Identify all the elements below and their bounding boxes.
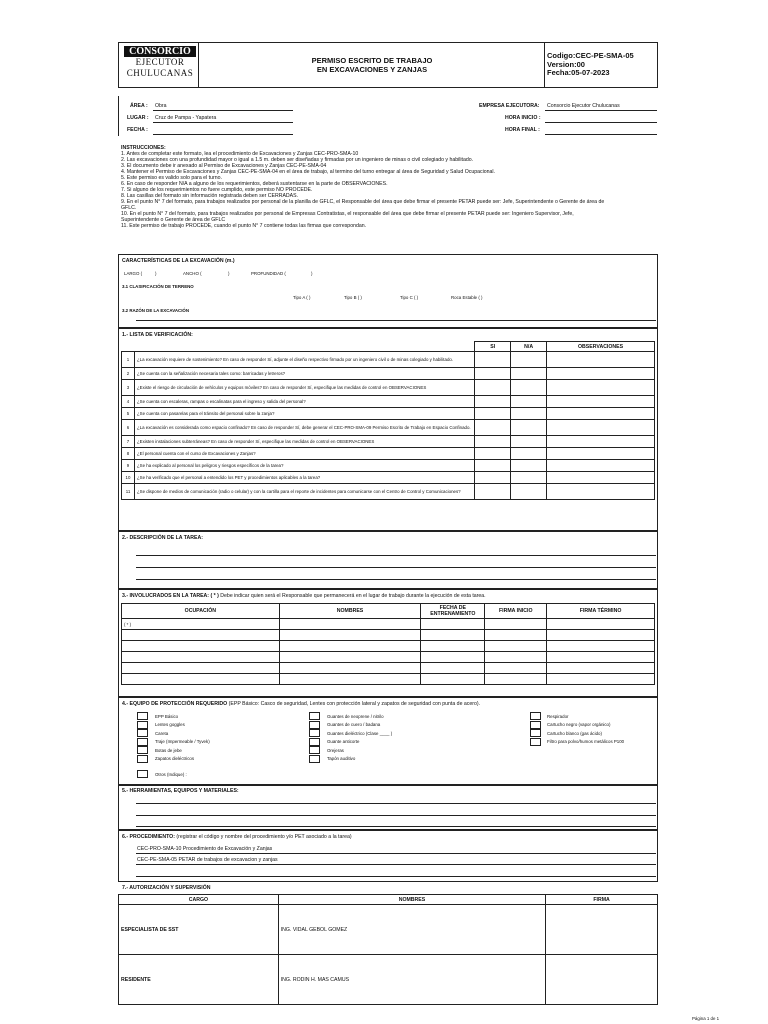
involved-cell[interactable]	[421, 663, 485, 674]
epp-label: Guantes de cuero / badana	[327, 722, 381, 727]
auth-cargo: RESIDENTE	[119, 955, 279, 1005]
checklist-row	[122, 396, 655, 408]
clasificacion-label: 3.1 CLASIFICACIÓN DE TERRENO	[122, 284, 194, 289]
authorization-title: 7.- AUTORIZACIÓN Y SUPERVISIÓN	[122, 885, 211, 891]
profundidad-close: )	[311, 271, 313, 276]
instruction-item: GFLC.	[121, 205, 137, 211]
largo-label: LARGO (	[124, 271, 143, 276]
involved-cell[interactable]	[485, 619, 547, 630]
epp-label: Guante anticorte	[327, 739, 360, 744]
involved-cell[interactable]	[485, 652, 547, 663]
instruction-item: Superintendente o Gerente de área de GFLC	[121, 217, 226, 223]
checklist-question: ¿Se ha explicado al personal los peligros y riesgos específicos de la tarea?	[134, 460, 474, 472]
epp-checkbox[interactable]	[530, 712, 541, 720]
checklist-question: ¿Se ha verificado que el personal a entendido los PET y procedimientos aplicables a la tarea?	[134, 472, 474, 484]
checklist-number: 1	[122, 352, 135, 368]
involved-title: 3.- INVOLUCRADOS EN LA TAREA: ( * ) Debe indicar quien será el Responsable que permanecerá en el lugar de trabajo durante la ejecución de esta tarea.	[122, 593, 486, 599]
col-auth-firma: FIRMA	[546, 895, 658, 905]
epp-checkbox[interactable]	[309, 721, 320, 729]
epp-checkbox[interactable]	[530, 738, 541, 746]
authorization-row	[119, 955, 658, 1005]
checklist-observaciones-cell[interactable]	[547, 396, 655, 408]
checklist-question: ¿Se cuenta con escaleras, rampas o escalinatas para el ingreso y salida del personal?	[134, 396, 474, 408]
epp-checkbox[interactable]	[137, 729, 148, 737]
instruction-item: 4. Mantener el Permiso de Excavaciones y Zanjas CEC-PE-SMA-04 en el área de trabajo, al termino del turno entregar al área de Seguridad y Salud Ocupacional.	[121, 169, 495, 175]
col-si: SI	[475, 342, 511, 352]
involved-cell[interactable]	[421, 652, 485, 663]
epp-label: Traje (Impermeable / Tyvek)	[155, 739, 210, 744]
epp-checkbox[interactable]	[309, 729, 320, 737]
checklist-row	[122, 484, 655, 500]
instruction-item: 2. Las excavaciones con una profundidad mayor o igual a 1.5 m. deben ser diseñadas y firmadas por un ingeniero de minas o civil colegiado y habilitado.	[121, 157, 474, 163]
checklist-number: 8	[122, 448, 135, 460]
checklist-observaciones-cell[interactable]	[547, 448, 655, 460]
epp-label: Guantes de neoprene / nitrilo	[327, 713, 384, 719]
involved-row	[122, 663, 655, 674]
checklist-si-cell[interactable]	[475, 380, 511, 396]
instruction-item: 5. Este permiso es valido solo para el turno.	[121, 175, 222, 181]
checklist-row	[122, 436, 655, 448]
document-code: Codigo:CEC-PE-SMA-05 Version:00 Fecha:05-07-2023	[547, 51, 634, 77]
involved-cell[interactable]	[547, 674, 655, 685]
involved-cell[interactable]	[547, 652, 655, 663]
epp-label: Orejeras	[327, 747, 344, 753]
checklist-observaciones-cell[interactable]	[547, 380, 655, 396]
authorization-row	[119, 905, 658, 955]
epp-title: 4.- EQUIPO DE PROTECCIÓN REQUERIDO (EPP Básico: Casco de seguridad, Lentes con protección lateral y zapatos de seguridad con punta de acero).	[122, 701, 481, 707]
checklist-observaciones-cell[interactable]	[547, 368, 655, 380]
involved-cell[interactable]	[279, 641, 421, 652]
checklist-na-cell[interactable]	[511, 472, 547, 484]
epp-checkbox[interactable]	[137, 746, 148, 754]
checklist-question: ¿Existe el riesgo de circulación de vehículos y equipos móviles? En caso de responder Sí, especifique las medidas de control en OBSERVACIONES	[134, 380, 474, 396]
instruction-item: 6. En caso de responder N/A a alguno de los requerimientos, deberá sustentarse en la parte de OBSERVACIONES.	[121, 181, 388, 187]
epp-label: Tapón auditivo	[327, 756, 356, 761]
checklist-si-cell[interactable]	[475, 472, 511, 484]
involved-cell[interactable]	[122, 663, 280, 674]
involved-cell[interactable]	[485, 674, 547, 685]
checklist-na-cell[interactable]	[511, 448, 547, 460]
tipo-b-option[interactable]: Tipo B ( )	[344, 295, 362, 300]
involved-cell[interactable]	[547, 641, 655, 652]
tipo-a-option[interactable]: Tipo A ( )	[293, 295, 311, 300]
instruction-item: 8. Las casillas del formato sin información registrada deben ser CERRADAS.	[121, 193, 299, 199]
checklist-na-cell[interactable]	[511, 420, 547, 436]
col-firma-inicio: FIRMA INICIO	[485, 604, 547, 619]
tipo-c-option[interactable]: Tipo C ( )	[400, 295, 419, 300]
checklist-observaciones-cell[interactable]	[547, 436, 655, 448]
page-number: Página 1 de 1	[692, 1016, 720, 1021]
excavation-section	[118, 254, 658, 328]
checklist-row	[122, 352, 655, 368]
epp-checkbox[interactable]	[309, 746, 320, 754]
lugar-value: Cruz de Pampa - Yapatera	[155, 115, 217, 121]
involved-cell[interactable]	[485, 663, 547, 674]
col-observaciones: OBSERVACIONES	[547, 342, 655, 352]
involved-row	[122, 619, 655, 630]
procedure-item-1: CEC-PRO-SMA-10 Procedimiento de Excavación y Zanjas	[137, 846, 273, 852]
epp-checkbox[interactable]	[137, 721, 148, 729]
epp-label: Guantes dieléctrico (Clase ____ )	[327, 730, 393, 736]
checklist-row	[122, 420, 655, 436]
involved-cell[interactable]	[279, 663, 421, 674]
checklist-si-cell[interactable]	[475, 352, 511, 368]
checklist-question: ¿La excavación requiere de sostenimiento? En caso de responder Sí, adjunte el diseño respectivo firmado por un ingeniero civil o de minas colegiado y habilitado.	[134, 352, 474, 368]
epp-label: Cartucho negro (vapor orgánico)	[547, 722, 611, 727]
instruction-item: 1. Antes de completar este formato, lea el procedimiento de Excavaciones y Zanjas CEC-PRO-SMA-10	[121, 151, 359, 157]
checklist-na-cell[interactable]	[511, 352, 547, 368]
checklist-number: 9	[122, 460, 135, 472]
checklist-na-cell[interactable]	[511, 380, 547, 396]
involved-cell[interactable]	[485, 641, 547, 652]
ancho-label: ANCHO (	[183, 271, 202, 276]
auth-firma-cell[interactable]	[546, 905, 658, 955]
checklist-si-cell[interactable]	[475, 408, 511, 420]
checklist-table	[121, 341, 655, 500]
checklist-observaciones-cell[interactable]	[547, 460, 655, 472]
document-title: PERMISO ESCRITO DE TRABAJO EN EXCAVACIONES Y ZANJAS	[311, 56, 433, 74]
involved-cell[interactable]	[122, 630, 280, 641]
checklist-question: ¿Se dispone de medios de comunicación (radio o celular) y con la cartilla para el reporte de incidentes para comunicarse con el Centro de Control y Comunicaciones?	[134, 484, 474, 500]
profundidad-label: PROFUNDIDAD (	[251, 271, 286, 276]
involved-row	[122, 641, 655, 652]
checklist-number: 11	[122, 484, 135, 500]
involved-row	[122, 630, 655, 641]
col-ocupacion: OCUPACIÓN	[122, 604, 280, 619]
instruction-item: 10. En el punto N° 7 del formato, para trabajos realizados por personal de Empresas Contratistas, el responsable del área que debe firmar el presente PETAR puede ser: Ingeniero Supervisor, Jefe,	[121, 211, 574, 217]
authorization-table	[118, 894, 658, 1005]
checklist-observaciones-cell[interactable]	[547, 420, 655, 436]
checklist-row	[122, 408, 655, 420]
checklist-number: 6	[122, 420, 135, 436]
epp-checkbox[interactable]	[530, 721, 541, 729]
empresa-label: EMPRESA EJECUTORA:	[479, 103, 540, 109]
checklist-row	[122, 448, 655, 460]
checklist-na-cell[interactable]	[511, 368, 547, 380]
auth-cargo: ESPECIALISTA DE SST	[119, 905, 279, 955]
checklist-number: 7	[122, 436, 135, 448]
tools-title: 5.- HERRAMIENTAS, EQUIPOS Y MATERIALES:	[122, 788, 239, 794]
description-title: 2.- DESCRIPCIÓN DE LA TAREA:	[122, 535, 203, 541]
instruction-item: 7. Si alguno de los requerimientos no fuere cumplido, este permiso NO PROCEDE.	[121, 187, 313, 193]
involved-cell[interactable]	[279, 652, 421, 663]
area-label: ÁREA :	[130, 103, 148, 109]
checklist-na-cell[interactable]	[511, 408, 547, 420]
involved-cell[interactable]	[279, 674, 421, 685]
hora-final-label: HORA FINAL :	[505, 127, 540, 133]
involved-cell[interactable]	[122, 641, 280, 652]
involved-cell[interactable]	[421, 630, 485, 641]
checklist-row	[122, 460, 655, 472]
procedure-item-2: CEC-PE-SMA-05 PETAR de trabajos de excavacion y zanjas	[137, 857, 278, 863]
involved-table	[121, 603, 655, 685]
checklist-na-cell[interactable]	[511, 396, 547, 408]
largo-close: )	[155, 271, 157, 276]
epp-checkbox[interactable]	[309, 755, 320, 763]
checklist-si-cell[interactable]	[475, 420, 511, 436]
auth-nombre: ING. RODIN H. MAS CAMUS	[278, 955, 545, 1005]
involved-cell[interactable]	[547, 630, 655, 641]
checklist-na-cell[interactable]	[511, 484, 547, 500]
epp-label: Respirador	[547, 713, 569, 719]
instructions: INSTRUCCIONES: 1. Antes de completar este formato, lea el procedimiento de Excavaciones y Zanjas CEC-PRO-SMA-10 2. Las excavaciones con una profundidad mayor o igual a 1.5 m. deben ser diseñadas y firmadas por un ingeniero de minas o civil colegiado y habilitado. 3. El documento debe ir anexado al Permiso de Excavaciones y Zanjas CEC-PE-SMA-04 4. Mantener el Permiso de Excavaciones y Zanjas CEC-PE-SMA-04 en el área de trabajo, al termino del turno entregar al área de Seguridad y Salud Ocupacional. 5. Este permiso es valido solo para el turno. 6. En caso de responder N/A a alguno de los requerimientos, deberá sustentarse en la parte de OBSERVACIONES. 7. Si alguno de los requerimientos no fuere cumplido, este permiso NO PROCEDE. 8. Las casillas del formato sin información registrada deben ser CERRADAS. 9. En el punto N° 7 del formato, para trabajos realizados por personal de la planilla de GFLC, el Responsable del área que debe firmar el presente PETAR puede ser: Jefe, Superintendente o Gerente de área de GFLC. 10. En el punto N° 7 del formato, para trabajos realizados por personal de Empresas Contratistas, el responsable del área que debe firmar el presente PETAR puede ser: Ingeniero Supervisor, Jefe, Superintendente o Gerente de área de GFLC 11. Este permiso de trabajo PROCEDE, cuando el punto N° 7 contiene todas las firmas que correspondan.	[121, 145, 661, 229]
col-nombres: NOMBRES	[279, 604, 421, 619]
checklist-row	[122, 368, 655, 380]
epp-label: Zapatos dieléctricos	[155, 756, 195, 761]
involved-cell[interactable]	[122, 652, 280, 663]
checklist-title: 1.- LISTA DE VERIFICACIÓN:	[122, 332, 193, 338]
involved-cell[interactable]	[421, 674, 485, 685]
checklist-observaciones-cell[interactable]	[547, 484, 655, 500]
epp-label: EPP Básico	[155, 713, 179, 719]
col-firma-termino: FIRMA TÉRMINO	[547, 604, 655, 619]
company-logo: CONSORCIO EJECUTOR CHULUCANAS	[124, 46, 196, 79]
epp-label: Careta	[155, 730, 169, 736]
col-fecha-entrenamiento: FECHA DE ENTRENAMIENTO	[421, 604, 485, 619]
involved-cell[interactable]	[485, 630, 547, 641]
empresa-value: Consorcio Ejecutor Chulucanas	[547, 103, 620, 109]
involved-row	[122, 674, 655, 685]
involved-cell[interactable]	[279, 619, 421, 630]
checklist-row	[122, 472, 655, 484]
epp-label: Lentes goggles	[155, 722, 185, 727]
auth-firma-cell[interactable]	[546, 955, 658, 1005]
lugar-label: LUGAR :	[127, 115, 149, 121]
involved-cell[interactable]	[547, 663, 655, 674]
instruction-item: 9. En el punto N° 7 del formato, para trabajos realizados por personal de la planilla de GFLC, el Responsable del área que debe firmar el presente PETAR puede ser: Jefe, Superintendente o Gerente de área de	[121, 199, 605, 205]
checklist-question: ¿Se cuenta con pasarelas para el tránsito del personal sobre la zanja?	[134, 408, 474, 420]
checklist-number: 3	[122, 380, 135, 396]
epp-checkbox[interactable]	[137, 712, 148, 720]
checklist-si-cell[interactable]	[475, 484, 511, 500]
checklist-row	[122, 380, 655, 396]
checklist-observaciones-cell[interactable]	[547, 472, 655, 484]
epp-checkbox[interactable]	[309, 712, 320, 720]
checklist-si-cell[interactable]	[475, 448, 511, 460]
roca-estable-option[interactable]: Roca Estable ( )	[451, 295, 483, 300]
checklist-observaciones-cell[interactable]	[547, 352, 655, 368]
epp-checkbox[interactable]	[530, 729, 541, 737]
epp-checkbox[interactable]	[137, 738, 148, 746]
epp-label: Botas de jebe	[155, 747, 182, 753]
checklist-observaciones-cell[interactable]	[547, 408, 655, 420]
checklist-na-cell[interactable]	[511, 460, 547, 472]
checklist-number: 4	[122, 396, 135, 408]
excavation-title: CARACTERÍSTICAS DE LA EXCAVACIÓN (m.)	[122, 258, 235, 264]
hora-inicio-label: HORA INICIO :	[505, 115, 541, 121]
involved-cell[interactable]	[122, 674, 280, 685]
area-value: Obra	[155, 103, 167, 109]
checklist-si-cell[interactable]	[475, 460, 511, 472]
checklist-question: ¿El personal cuenta con el curso de Excavaciones y Zanjas?	[134, 448, 474, 460]
col-cargo: CARGO	[119, 895, 279, 905]
checklist-si-cell[interactable]	[475, 436, 511, 448]
col-na: N/A	[511, 342, 547, 352]
checklist-number: 5	[122, 408, 135, 420]
col-auth-nombres: NOMBRES	[278, 895, 545, 905]
instruction-item: 3. El documento debe ir anexado al Permiso de Excavaciones y Zanjas CEC-PE-SMA-04	[121, 163, 327, 169]
checklist-si-cell[interactable]	[475, 368, 511, 380]
checklist-na-cell[interactable]	[511, 436, 547, 448]
epp-otros-label: Otros (Indique) :	[155, 772, 187, 777]
checklist-question: ¿Existen instalaciones subterráneas? En caso de responder Sí, especifique las medidas de control en OBSERVACIONES	[134, 436, 474, 448]
involved-row	[122, 652, 655, 663]
checklist-number: 10	[122, 472, 135, 484]
auth-nombre: ING. VIDAL GEBOL GOMEZ	[278, 905, 545, 955]
epp-label: Filtro para polvo/humos metálicos P100	[547, 739, 625, 744]
involved-cell[interactable]: ( * )	[122, 619, 280, 630]
involved-cell[interactable]	[279, 630, 421, 641]
epp-label: Cartucho blanco (gas ácido)	[547, 730, 602, 736]
checklist-number: 2	[122, 368, 135, 380]
involved-cell[interactable]	[421, 641, 485, 652]
razon-label: 3.2 RAZÓN DE LA EXCAVACIÓN	[122, 308, 190, 313]
ancho-close: )	[228, 271, 230, 276]
epp-checkbox[interactable]	[309, 738, 320, 746]
checklist-question: ¿Se cuenta con la señalización necesaria tales como: barricadas y letreros?	[134, 368, 474, 380]
epp-checkbox-otros[interactable]	[137, 770, 148, 778]
procedure-title: 6.- PROCEDIMIENTO: (registrar el código y nombre del procedimiento y/o PET asociado a la tarea)	[122, 834, 352, 840]
involved-cell[interactable]	[421, 619, 485, 630]
instruction-item: 11. Este permiso de trabajo PROCEDE, cuando el punto N° 7 contiene todas las firmas que correspondan.	[121, 223, 367, 229]
epp-checkbox[interactable]	[137, 755, 148, 763]
checklist-si-cell[interactable]	[475, 396, 511, 408]
involved-cell[interactable]	[547, 619, 655, 630]
fecha-label: FECHA :	[127, 127, 148, 133]
checklist-question: ¿La excavación es considerada como espacio confinado? En caso de responder Sí, debe generar el CEC-PRO-SMA-09 Permiso Escrito de Trabajo en Espacio Confinado.	[134, 420, 474, 436]
